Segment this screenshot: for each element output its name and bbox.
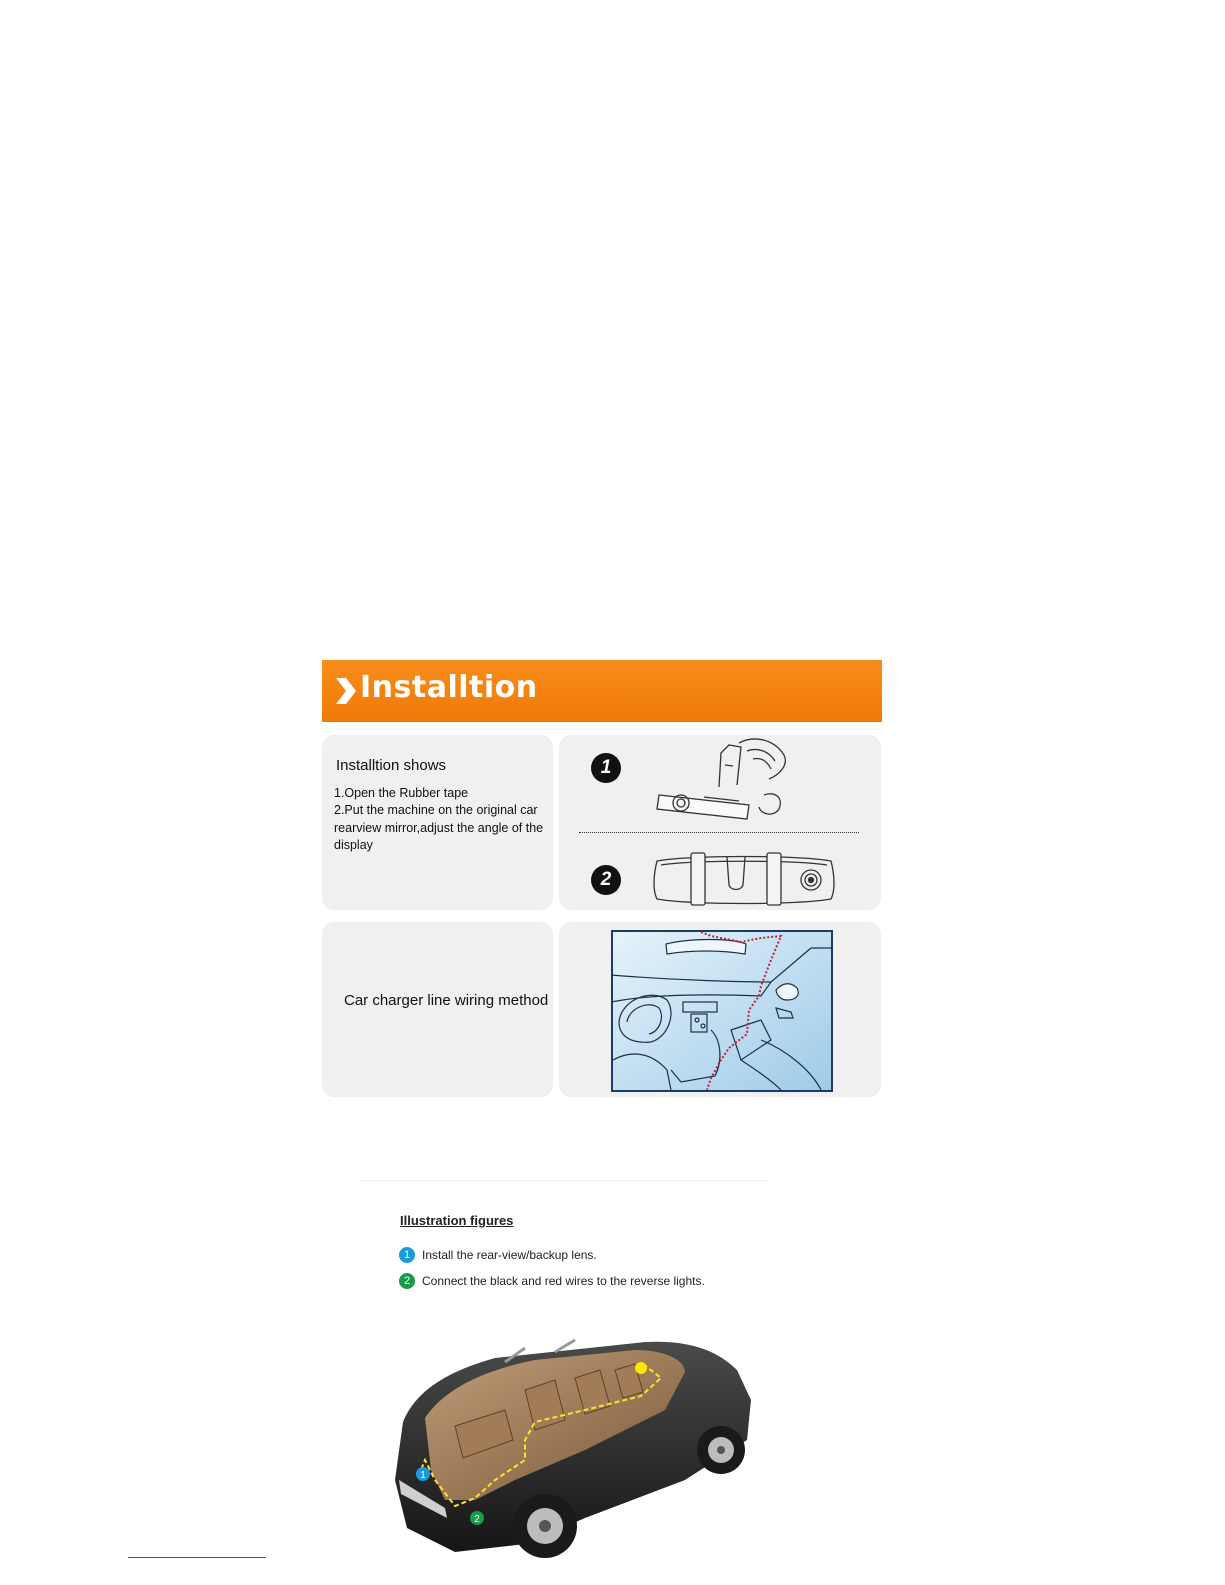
- car-marker-1: 1: [420, 1470, 426, 1481]
- illustration-top-rule: [360, 1180, 770, 1181]
- installation-steps-figure: [559, 735, 881, 910]
- illustration-item-1-text: Install the rear-view/backup lens.: [422, 1248, 597, 1262]
- illustration-bullet-1: 1: [399, 1247, 415, 1263]
- step-1-text: 1.Open the Rubber tape: [334, 786, 469, 800]
- illustration-item-2-text: Connect the black and red wires to the reverse lights.: [422, 1274, 705, 1288]
- step-2-marker: 2: [591, 865, 621, 895]
- step-2-text: 2.Put the machine on the original car rearview mirror,adjust the angle of the display: [334, 803, 544, 852]
- car-interior-wiring-illustration: [611, 930, 833, 1092]
- section-title: Installtion: [360, 670, 538, 705]
- illustration-title: Illustration figures: [400, 1213, 514, 1228]
- installation-shows-title: Installtion shows: [336, 757, 447, 774]
- footer-link-underline: [128, 1557, 266, 1558]
- step-1-marker: 1: [591, 753, 621, 783]
- wiring-figure-panel: [559, 922, 881, 1097]
- illustration-bullet-2: 2: [399, 1273, 415, 1289]
- rubber-tape-illustration: [629, 735, 799, 827]
- installation-shows-panel: [322, 735, 553, 910]
- section-header-banner: [322, 660, 882, 722]
- wiring-method-panel: [322, 922, 553, 1097]
- chevron-right-icon: [334, 678, 356, 704]
- car-marker-2: 2: [474, 1514, 480, 1525]
- suv-wiring-illustration: [385, 1330, 755, 1562]
- rearview-mirror-illustration: [649, 847, 839, 907]
- steps-divider: [579, 832, 859, 833]
- wiring-method-label: Car charger line wiring method: [344, 992, 549, 1009]
